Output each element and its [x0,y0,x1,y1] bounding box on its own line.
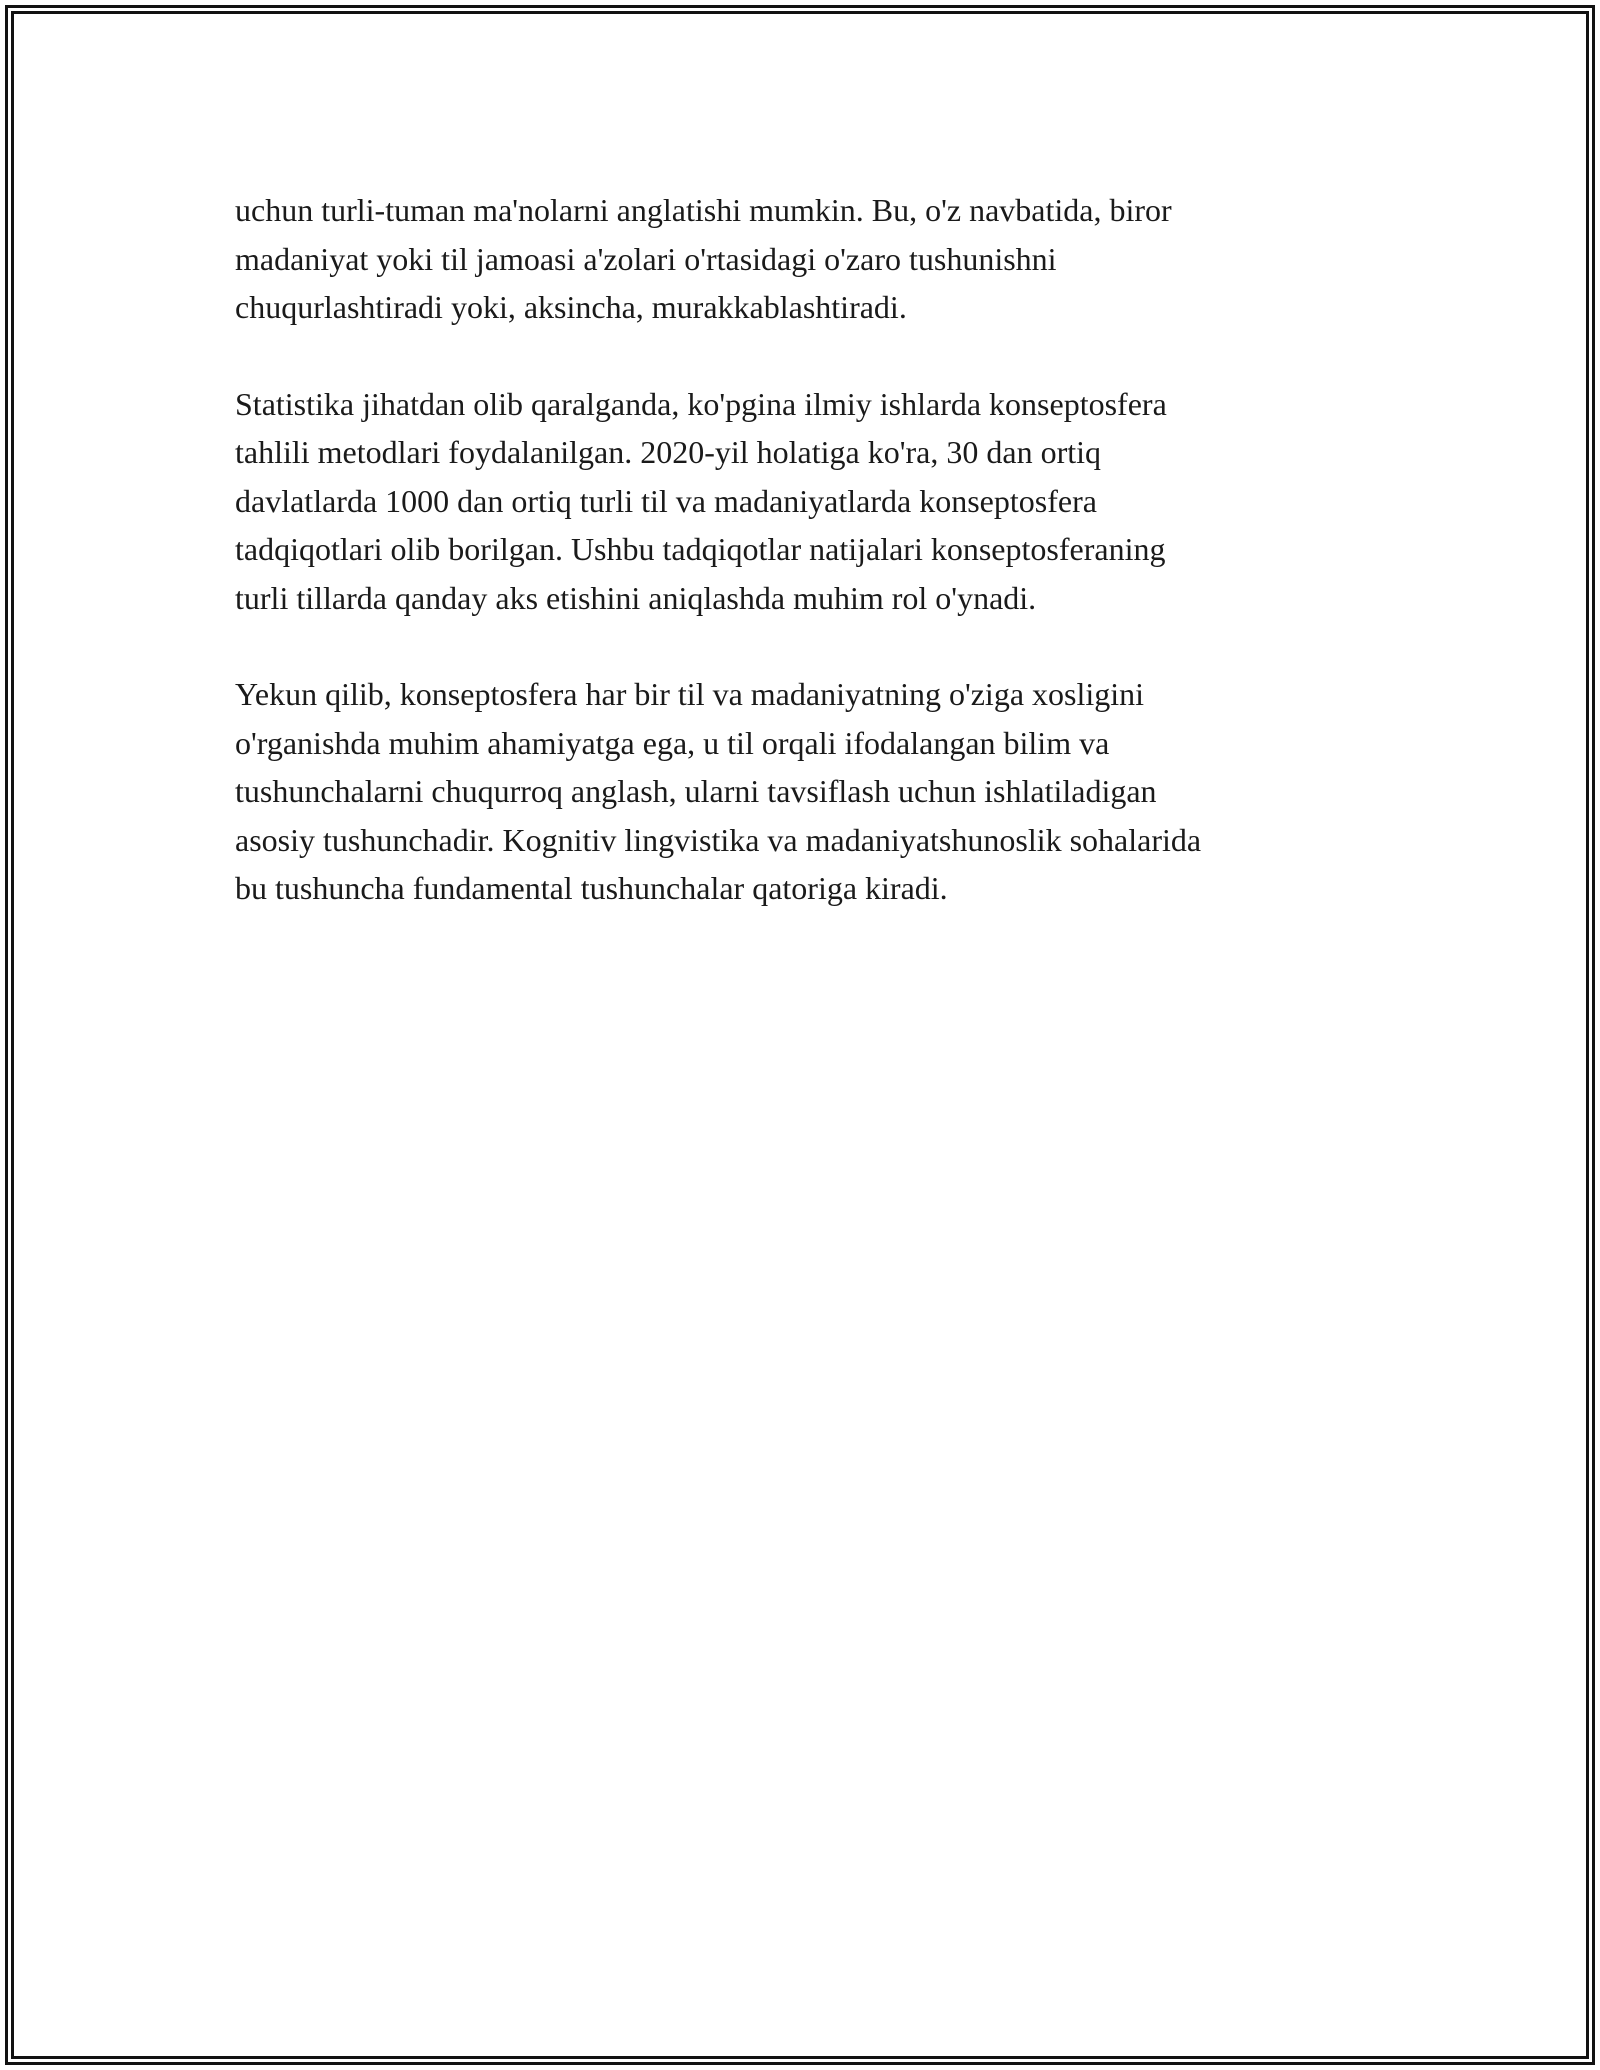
text-line: davlatlarda 1000 dan ortiq turli til va madaniyatlarda konseptosfera [235,482,1097,519]
text-line: asosiy tushunchadir. Kognitiv lingvistika va madaniyatshunoslik sohalarida [235,821,1202,858]
text-line: o'rganishda muhim ahamiyatga ega, u til orqali ifodalangan bilim va [235,724,1110,761]
text-line: turli tillarda qanday aks etishini aniqlashda muhim rol o'ynadi. [235,579,1037,616]
text-line: uchun turli-tuman ma'nolarni anglatishi mumkin. Bu, o'z navbatida, biror [235,192,1172,228]
paragraph-1 [235,186,1370,332]
text-line: madaniyat yoki til jamoasi a'zolari o'rtasidagi o'zaro tushunishni [235,240,1057,277]
text-line: tadqiqotlari olib borilgan. Ushbu tadqiqotlar natijalari konseptosferaning [235,531,1166,567]
paragraph-3 [235,670,1370,913]
text-line: Yekun qilib, konseptosfera har bir til va madaniyatning o'ziga xosligini [235,676,1145,712]
text-line: tushunchalarni chuqurroq anglash, ularni tavsiflash uchun ishlatiladigan [235,773,1157,809]
text-line: Statistika jihatdan olib qaralganda, ko'pgina ilmiy ishlarda konseptosfera [235,385,1167,422]
text-line: tahlili metodlari foydalanilgan. 2020-yil holatiga ko'ra, 30 dan ortiq [235,434,1101,470]
paragraph-2 [235,380,1370,623]
text-line: chuqurlashtiradi yoki, aksincha, murakkablashtiradi. [235,289,907,325]
document-body [235,186,1370,961]
text-line: bu tushuncha fundamental tushunchalar qatoriga kiradi. [235,870,948,906]
